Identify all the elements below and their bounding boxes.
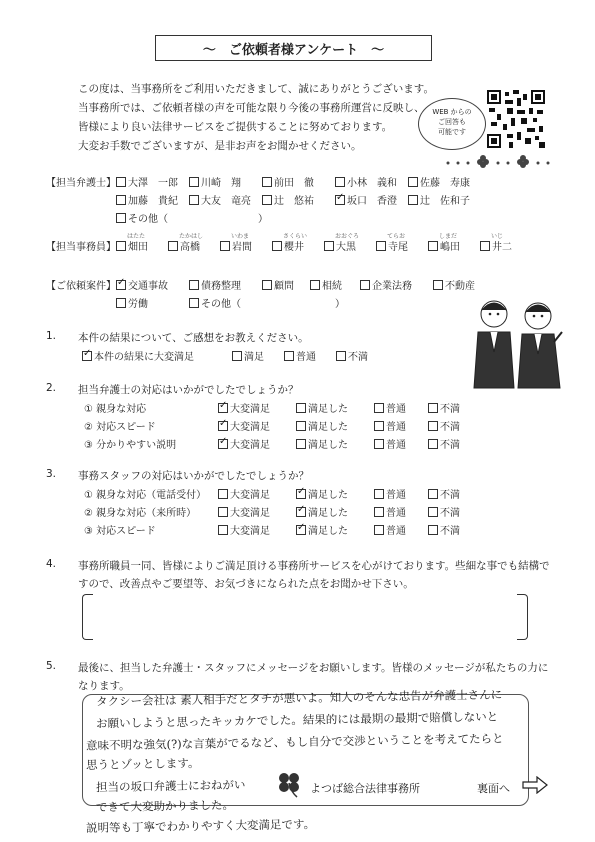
checkbox[interactable] bbox=[189, 177, 199, 187]
q2-number: 2. bbox=[46, 382, 57, 394]
cases-label: 【ご依頼案件】 bbox=[46, 281, 116, 292]
lawyer-option[interactable]: 小林 義和 bbox=[335, 174, 397, 189]
checkbox[interactable] bbox=[262, 195, 272, 205]
q3-option[interactable]: 不満 bbox=[428, 522, 460, 537]
case-option[interactable]: 不動産 bbox=[433, 277, 475, 292]
staff-option[interactable]: 大黒 bbox=[324, 238, 356, 253]
handwritten-line: 意味不明な強気(?)な言葉がでるなど、もし自分で交渉ということを考えてたらと bbox=[85, 731, 504, 753]
checkbox[interactable] bbox=[374, 421, 384, 431]
checkbox[interactable] bbox=[232, 351, 242, 361]
handwritten-line: 思うとゾッとします。 bbox=[85, 756, 200, 772]
checkbox[interactable] bbox=[296, 421, 306, 431]
q3-item-label: ② 親身な対応（来所時） bbox=[84, 508, 197, 519]
checkbox[interactable] bbox=[262, 177, 272, 187]
checkbox[interactable] bbox=[189, 195, 199, 205]
staff-option[interactable]: 櫻井 bbox=[272, 238, 304, 253]
checkbox[interactable] bbox=[374, 403, 384, 413]
checkbox[interactable] bbox=[284, 351, 294, 361]
checkbox[interactable] bbox=[218, 489, 228, 499]
checkbox[interactable] bbox=[116, 195, 126, 205]
next-page-label[interactable]: 裏面へ bbox=[477, 782, 510, 795]
q2-option[interactable]: 不満 bbox=[428, 400, 460, 415]
q1-number: 1. bbox=[46, 330, 57, 342]
case-option[interactable]: 債務整理 bbox=[189, 277, 241, 292]
clover-icon bbox=[275, 768, 303, 798]
checkbox[interactable] bbox=[168, 241, 178, 251]
q3-option[interactable]: 不満 bbox=[428, 486, 460, 501]
q3-option-selected[interactable]: ✓ 満足した bbox=[296, 486, 348, 501]
checkbox[interactable] bbox=[272, 241, 282, 251]
checkbox-checked[interactable] bbox=[116, 280, 126, 290]
checkbox[interactable] bbox=[428, 507, 438, 517]
case-other-close: ） bbox=[335, 299, 345, 310]
checkbox[interactable] bbox=[296, 403, 306, 413]
checkbox-checked[interactable] bbox=[296, 489, 306, 499]
checkbox-checked[interactable] bbox=[296, 507, 306, 517]
q2-text: 担当弁護士の対応はいかがでしたでしょうか？ bbox=[78, 384, 299, 396]
checkbox[interactable] bbox=[374, 507, 384, 517]
staff-option[interactable]: 岩間 bbox=[220, 238, 252, 253]
lawyer-option[interactable]: 大澤 一郎 bbox=[116, 174, 178, 189]
checkbox[interactable] bbox=[218, 507, 228, 517]
clover-decoration bbox=[440, 153, 560, 171]
checkbox[interactable] bbox=[374, 439, 384, 449]
handwritten-line: 担当の坂口弁護士におねがい bbox=[95, 777, 246, 795]
q2-option[interactable]: 普通 bbox=[374, 418, 406, 433]
checkbox-checked[interactable] bbox=[218, 439, 228, 449]
lawyers-label: 【担当弁護士】 bbox=[46, 178, 116, 189]
q2-item-label: ② 対応スピード bbox=[84, 422, 156, 433]
lawyer-option[interactable]: 加藤 貴紀 bbox=[116, 192, 178, 207]
checkbox[interactable] bbox=[428, 421, 438, 431]
checkbox[interactable] bbox=[189, 298, 199, 308]
q4-text-line2: すので、改善点やご要望等、お気づきになられた点をお聞かせ下さい。 bbox=[78, 578, 414, 590]
intro-text: この度は、当事務所をご利用いただきまして、誠にありがとうございます。 当事務所では、ご依頼者様の声を可能な限り今後の事務所運営に反映し、 皆様により良い法律サービスをご提供することに努めております。 大変お手数でございますが、是非お声をお聞かせください。 bbox=[78, 83, 434, 152]
case-option[interactable]: 顧問 bbox=[262, 277, 294, 292]
case-option[interactable]: 企業法務 bbox=[360, 277, 412, 292]
staff-ruby: いじ bbox=[491, 233, 504, 240]
q5-text-line1: 最後に、担当した弁護士・スタッフにメッセージをお願いします。皆様のメッセージが私たちの力に bbox=[78, 662, 549, 674]
staff-label: 【担当事務員】 bbox=[46, 242, 116, 253]
q4-answer-box-left bbox=[82, 594, 93, 640]
staff-ruby: てらお bbox=[387, 233, 406, 240]
office-name: よつば総合法律事務所 bbox=[310, 782, 420, 795]
checkbox[interactable] bbox=[376, 241, 386, 251]
q1-option[interactable]: 普通 bbox=[284, 348, 316, 363]
checkbox[interactable] bbox=[428, 489, 438, 499]
staff-ruby: しまだ bbox=[439, 233, 458, 240]
case-option[interactable]: 相続 bbox=[310, 277, 342, 292]
q4-text-line1: 事務所職員一同、皆様によりご満足頂ける事務所サービスを心がけております。些細な事でも結構で bbox=[78, 560, 550, 572]
lawyer-option[interactable]: 佐藤 寿康 bbox=[408, 174, 470, 189]
q3-option[interactable]: 普通 bbox=[374, 504, 406, 519]
checkbox[interactable] bbox=[116, 241, 126, 251]
lawyer-option-selected[interactable]: ✓ 坂口 香澄 bbox=[335, 192, 397, 207]
lawyer-option[interactable]: 大友 竜亮 bbox=[189, 192, 251, 207]
staff-option[interactable]: 畑田 bbox=[116, 238, 148, 253]
checkbox-checked[interactable] bbox=[218, 403, 228, 413]
checkbox[interactable] bbox=[433, 280, 443, 290]
lawyer-option[interactable]: 辻 佐和子 bbox=[408, 192, 470, 207]
q3-option[interactable]: 大変満足 bbox=[218, 522, 270, 537]
q1-text: 本件の結果について、ご感想をお教えください。 bbox=[78, 332, 309, 344]
staff-ruby: はたた bbox=[127, 233, 146, 240]
staff-option[interactable]: 高橋 bbox=[168, 238, 200, 253]
checkbox[interactable] bbox=[335, 177, 345, 187]
q2-option[interactable]: 普通 bbox=[374, 436, 406, 451]
staff-ruby: さくらい bbox=[283, 233, 308, 240]
page-title: ～ ご依頼者様アンケート ～ bbox=[155, 35, 432, 61]
checkbox[interactable] bbox=[218, 525, 228, 535]
q3-item-label: ① 親身な対応（電話受付） bbox=[84, 490, 207, 501]
handwritten-line: お願いしようと思ったキッカケでした。結果的には最期の最期で賠償しないと bbox=[95, 709, 499, 731]
checkbox[interactable] bbox=[408, 195, 418, 205]
q5-number: 5. bbox=[46, 660, 57, 672]
arrow-right-icon[interactable] bbox=[522, 776, 548, 794]
q2-item-label: ③ 分かりやすい説明 bbox=[84, 440, 177, 451]
q2-option[interactable]: 不満 bbox=[428, 418, 460, 433]
checkbox-checked[interactable] bbox=[335, 195, 345, 205]
q3-option[interactable]: 普通 bbox=[374, 486, 406, 501]
checkbox[interactable] bbox=[116, 298, 126, 308]
lawyer-other[interactable]: その他（ bbox=[116, 210, 168, 225]
lawyer-option[interactable]: 辻 悠祐 bbox=[262, 192, 314, 207]
checkbox[interactable] bbox=[428, 439, 438, 449]
checkbox[interactable] bbox=[262, 280, 272, 290]
q1-option-selected[interactable]: ✓本件の結果に大変満足 bbox=[82, 348, 194, 363]
q3-option[interactable]: 大変満足 bbox=[218, 486, 270, 501]
case-other[interactable]: その他（ bbox=[189, 295, 241, 310]
q2-option-selected[interactable]: ✓ 大変満足 bbox=[218, 418, 270, 433]
checkbox-checked[interactable] bbox=[218, 421, 228, 431]
q2-option[interactable]: 普通 bbox=[374, 400, 406, 415]
handwritten-line: タクシー会社は 素人相手だとタチが悪いよ。知人のそんな忠告が弁護士さんに bbox=[95, 687, 503, 709]
qr-code[interactable] bbox=[487, 90, 545, 148]
q3-option[interactable]: 大変満足 bbox=[218, 504, 270, 519]
lawyers-illustration bbox=[470, 292, 565, 392]
q4-number: 4. bbox=[46, 558, 57, 570]
q5-text-line2: なります。 bbox=[78, 680, 130, 692]
q3-option[interactable]: 不満 bbox=[428, 504, 460, 519]
q2-option[interactable]: 不満 bbox=[428, 436, 460, 451]
checkbox[interactable] bbox=[428, 241, 438, 251]
q1-option[interactable]: 不満 bbox=[336, 348, 368, 363]
checkbox[interactable] bbox=[360, 280, 370, 290]
web-answer-bubble: WEB からの ご回答も 可能です bbox=[418, 98, 486, 150]
lawyer-other-close: ） bbox=[258, 214, 268, 225]
q2-option[interactable]: 満足した bbox=[296, 436, 348, 451]
checkbox[interactable] bbox=[336, 351, 346, 361]
checkbox[interactable] bbox=[324, 241, 334, 251]
q2-option-selected[interactable]: ✓ 大変満足 bbox=[218, 436, 270, 451]
q1-option[interactable]: 満足 bbox=[232, 348, 264, 363]
q2-option[interactable]: 満足した bbox=[296, 418, 348, 433]
checkbox[interactable] bbox=[116, 177, 126, 187]
staff-ruby: おおぐろ bbox=[335, 233, 360, 240]
q3-text: 事務スタッフの対応はいかがでしたでしょうか？ bbox=[78, 470, 309, 482]
q3-option-selected[interactable]: ✓ 満足した bbox=[296, 504, 348, 519]
checkbox[interactable] bbox=[310, 280, 320, 290]
q2-item-label: ① 親身な対応 bbox=[84, 404, 147, 415]
lawyer-option[interactable]: 川崎 翔 bbox=[189, 174, 241, 189]
checkbox[interactable] bbox=[116, 213, 126, 223]
q3-option-selected[interactable]: ✓ 満足した bbox=[296, 522, 348, 537]
q4-answer-box-right bbox=[517, 594, 528, 640]
q2-option[interactable]: 満足した bbox=[296, 400, 348, 415]
checkbox[interactable] bbox=[296, 439, 306, 449]
staff-ruby: たかはし bbox=[179, 233, 204, 240]
checkbox-checked[interactable] bbox=[82, 351, 92, 361]
checkbox[interactable] bbox=[220, 241, 230, 251]
q2-option-selected[interactable]: ✓ 大変満足 bbox=[218, 400, 270, 415]
q3-item-label: ③ 対応スピード bbox=[84, 526, 156, 537]
staff-ruby: いわま bbox=[231, 233, 250, 240]
checkbox[interactable] bbox=[374, 489, 384, 499]
case-option[interactable]: 労働 bbox=[116, 295, 148, 310]
staff-option[interactable]: 寺尾 bbox=[376, 238, 408, 253]
checkbox[interactable] bbox=[480, 241, 490, 251]
staff-option[interactable]: 井二 bbox=[480, 238, 512, 253]
checkbox[interactable] bbox=[189, 280, 199, 290]
checkbox[interactable] bbox=[428, 403, 438, 413]
q3-option[interactable]: 普通 bbox=[374, 522, 406, 537]
checkbox[interactable] bbox=[428, 525, 438, 535]
handwritten-line: 説明等も丁寧でわかりやすく大変満足です。 bbox=[85, 817, 316, 835]
checkbox[interactable] bbox=[408, 177, 418, 187]
checkbox-checked[interactable] bbox=[296, 525, 306, 535]
lawyer-option[interactable]: 前田 徹 bbox=[262, 174, 314, 189]
case-option-selected[interactable]: ✓ 交通事故 bbox=[116, 277, 168, 292]
staff-option[interactable]: 嶋田 bbox=[428, 238, 460, 253]
q3-number: 3. bbox=[46, 468, 57, 480]
checkbox[interactable] bbox=[374, 525, 384, 535]
handwritten-line: できて大変助かりました。 bbox=[95, 797, 235, 815]
